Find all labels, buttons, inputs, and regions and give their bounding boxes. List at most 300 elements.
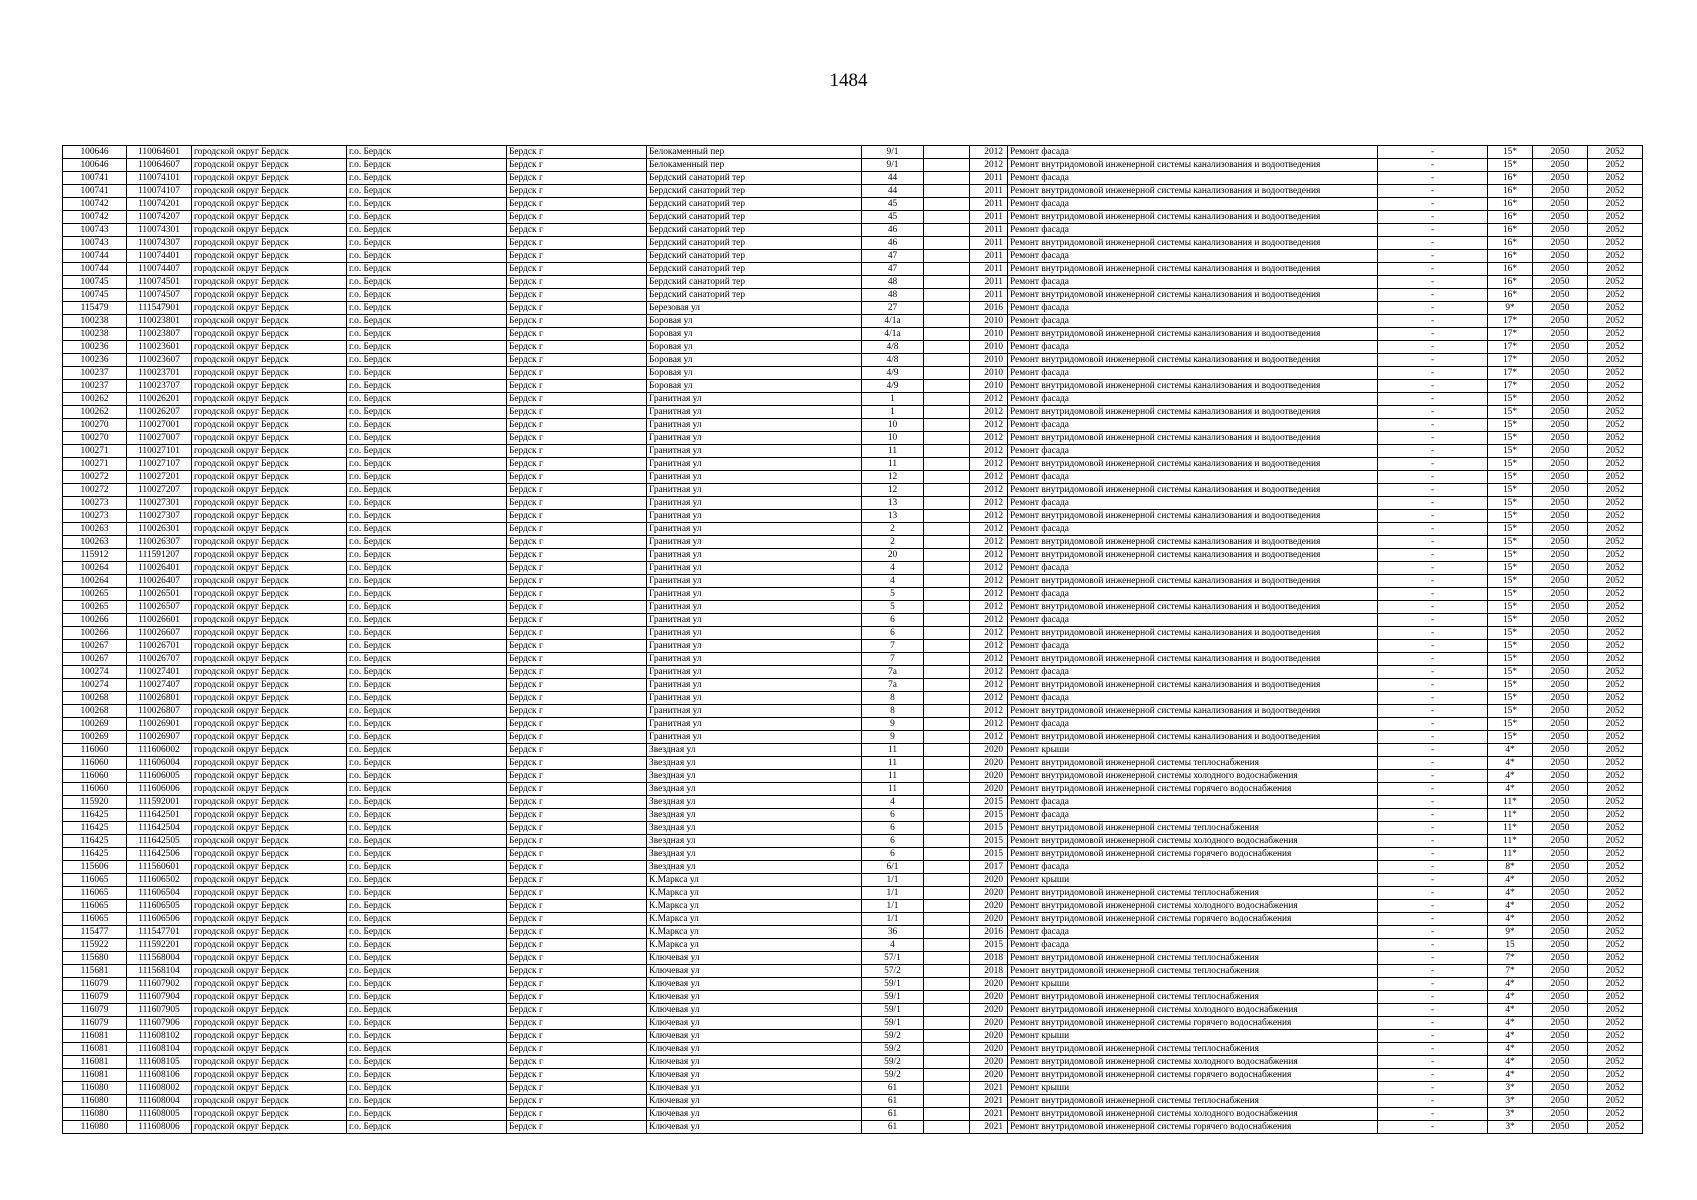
cell-municipal-district: городской округ Бердск [192,978,347,991]
cell-priority: 3* [1488,1095,1533,1108]
cell-plan-year-end: 2052 [1588,263,1643,276]
cell-priority: 9* [1488,302,1533,315]
cell-plan-year-end: 2052 [1588,588,1643,601]
cell-settlement: г.о. Бердск [347,887,507,900]
cell-municipal-district: городской округ Бердск [192,835,347,848]
cell-locality: Бердск г [507,848,647,861]
cell-settlement: г.о. Бердск [347,653,507,666]
cell-plan-year-start: 2050 [1533,835,1588,848]
cell-plan-year-end: 2052 [1588,380,1643,393]
cell-building [924,445,970,458]
cell-plan-year-start: 2050 [1533,614,1588,627]
cell-priority: 15* [1488,601,1533,614]
cell-house-number: 4 [862,562,924,575]
cell-plan-year-end: 2052 [1588,926,1643,939]
cell-settlement: г.о. Бердск [347,783,507,796]
cell-work-id: 111642504 [127,822,192,835]
cell-municipal-district: городской округ Бердск [192,926,347,939]
cell-plan-year-start: 2050 [1533,926,1588,939]
cell-house-number: 11 [862,445,924,458]
cell-work-id: 111608005 [127,1108,192,1121]
cell-year: 2012 [970,705,1008,718]
cell-plan-year-end: 2052 [1588,900,1643,913]
cell-year: 2015 [970,848,1008,861]
cell-work-id: 110026807 [127,705,192,718]
cell-year: 2016 [970,302,1008,315]
cell-settlement: г.о. Бердск [347,263,507,276]
cell-settlement: г.о. Бердск [347,1121,507,1134]
cell-street: Бердский санаторий тер [647,185,862,198]
table-row [63,601,1643,614]
cell-cost: - [1378,471,1488,484]
cell-cost: - [1378,679,1488,692]
cell-locality: Бердск г [507,237,647,250]
cell-year: 2012 [970,666,1008,679]
cell-house-number: 59/1 [862,1017,924,1030]
cell-house-id: 100741 [63,185,127,198]
cell-priority: 4* [1488,991,1533,1004]
cell-settlement: г.о. Бердск [347,328,507,341]
cell-work-type: Ремонт внутридомовой инженерной системы канализования и водоотведения [1008,406,1378,419]
cell-plan-year-end: 2052 [1588,614,1643,627]
cell-work-id: 110074207 [127,211,192,224]
cell-house-number: 2 [862,536,924,549]
table-row [63,341,1643,354]
cell-house-id: 116060 [63,770,127,783]
cell-building [924,744,970,757]
cell-municipal-district: городской округ Бердск [192,783,347,796]
cell-municipal-district: городской округ Бердск [192,484,347,497]
cell-cost: - [1378,627,1488,640]
cell-building [924,1043,970,1056]
cell-plan-year-end: 2052 [1588,705,1643,718]
cell-house-id: 100262 [63,393,127,406]
cell-priority: 15* [1488,640,1533,653]
cell-work-type: Ремонт крыши [1008,744,1378,757]
cell-cost: - [1378,302,1488,315]
cell-work-id: 111606002 [127,744,192,757]
cell-house-number: 4/1а [862,328,924,341]
table-row [63,627,1643,640]
cell-settlement: г.о. Бердск [347,1082,507,1095]
cell-municipal-district: городской округ Бердск [192,822,347,835]
cell-locality: Бердск г [507,497,647,510]
cell-street: Бердский санаторий тер [647,198,862,211]
cell-house-number: 4/1а [862,315,924,328]
cell-building [924,965,970,978]
cell-work-type: Ремонт фасада [1008,796,1378,809]
cell-street: Ключевая ул [647,965,862,978]
table-row [63,471,1643,484]
cell-year: 2010 [970,367,1008,380]
cell-work-type: Ремонт внутридомовой инженерной системы канализования и водоотведения [1008,627,1378,640]
cell-plan-year-start: 2050 [1533,770,1588,783]
cell-priority: 4* [1488,1056,1533,1069]
cell-settlement: г.о. Бердск [347,588,507,601]
cell-priority: 15* [1488,731,1533,744]
cell-work-id: 110074507 [127,289,192,302]
cell-work-type: Ремонт внутридомовой инженерной системы холодного водоснабжения [1008,1004,1378,1017]
table-row [63,835,1643,848]
cell-house-number: 59/1 [862,991,924,1004]
cell-locality: Бердск г [507,1030,647,1043]
cell-plan-year-start: 2050 [1533,146,1588,159]
cell-year: 2018 [970,952,1008,965]
cell-house-number: 7а [862,679,924,692]
cell-cost: - [1378,185,1488,198]
cell-work-type: Ремонт внутридомовой инженерной системы горячего водоснабжения [1008,1069,1378,1082]
cell-priority: 3* [1488,1108,1533,1121]
cell-municipal-district: городской округ Бердск [192,328,347,341]
cell-work-id: 111547701 [127,926,192,939]
cell-work-id: 111642506 [127,848,192,861]
cell-locality: Бердск г [507,354,647,367]
cell-house-number: 1/1 [862,874,924,887]
cell-plan-year-end: 2052 [1588,913,1643,926]
table-row [63,1004,1643,1017]
cell-street: Гранитная ул [647,614,862,627]
cell-cost: - [1378,887,1488,900]
cell-plan-year-start: 2050 [1533,783,1588,796]
cell-plan-year-end: 2052 [1588,575,1643,588]
cell-municipal-district: городской округ Бердск [192,640,347,653]
table-row [63,978,1643,991]
cell-plan-year-end: 2052 [1588,627,1643,640]
cell-settlement: г.о. Бердск [347,770,507,783]
cell-work-id: 110074307 [127,237,192,250]
cell-house-id: 116425 [63,822,127,835]
cell-settlement: г.о. Бердск [347,679,507,692]
cell-street: Гранитная ул [647,458,862,471]
cell-municipal-district: городской округ Бердск [192,861,347,874]
cell-plan-year-end: 2052 [1588,341,1643,354]
cell-plan-year-start: 2050 [1533,1069,1588,1082]
cell-cost: - [1378,601,1488,614]
cell-building [924,718,970,731]
cell-municipal-district: городской округ Бердск [192,224,347,237]
cell-work-type: Ремонт крыши [1008,1082,1378,1095]
cell-municipal-district: городской округ Бердск [192,913,347,926]
cell-settlement: г.о. Бердск [347,666,507,679]
table-row [63,1108,1643,1121]
cell-municipal-district: городской округ Бердск [192,315,347,328]
cell-house-number: 36 [862,926,924,939]
cell-house-id: 116081 [63,1043,127,1056]
cell-locality: Бердск г [507,653,647,666]
cell-work-id: 110026707 [127,653,192,666]
cell-year: 2011 [970,224,1008,237]
cell-house-number: 13 [862,510,924,523]
cell-house-id: 100741 [63,172,127,185]
cell-settlement: г.о. Бердск [347,211,507,224]
table-row [63,952,1643,965]
table-row [63,445,1643,458]
cell-cost: - [1378,809,1488,822]
cell-plan-year-start: 2050 [1533,601,1588,614]
cell-building [924,484,970,497]
cell-locality: Бердск г [507,666,647,679]
cell-street: Гранитная ул [647,445,862,458]
cell-plan-year-start: 2050 [1533,939,1588,952]
cell-plan-year-start: 2050 [1533,627,1588,640]
cell-house-id: 100744 [63,263,127,276]
cell-street: Гранитная ул [647,406,862,419]
table-row [63,874,1643,887]
cell-house-number: 12 [862,471,924,484]
cell-house-number: 46 [862,237,924,250]
cell-house-id: 100270 [63,432,127,445]
cell-house-number: 4 [862,796,924,809]
cell-plan-year-start: 2050 [1533,315,1588,328]
cell-house-id: 116081 [63,1069,127,1082]
cell-house-number: 7 [862,653,924,666]
cell-building [924,367,970,380]
table-row [63,406,1643,419]
cell-house-number: 4/8 [862,354,924,367]
cell-cost: - [1378,1004,1488,1017]
table-row [63,523,1643,536]
cell-year: 2012 [970,614,1008,627]
cell-building [924,562,970,575]
cell-year: 2012 [970,653,1008,666]
cell-cost: - [1378,1095,1488,1108]
table-row [63,913,1643,926]
cell-work-type: Ремонт фасада [1008,614,1378,627]
cell-municipal-district: городской округ Бердск [192,250,347,263]
cell-street: Гранитная ул [647,666,862,679]
table-row [63,1043,1643,1056]
cell-plan-year-end: 2052 [1588,198,1643,211]
cell-settlement: г.о. Бердск [347,393,507,406]
cell-street: Боровая ул [647,341,862,354]
cell-plan-year-end: 2052 [1588,367,1643,380]
cell-work-type: Ремонт фасада [1008,523,1378,536]
cell-work-type: Ремонт внутридомовой инженерной системы теплоснабжения [1008,965,1378,978]
cell-year: 2020 [970,874,1008,887]
cell-settlement: г.о. Бердск [347,705,507,718]
cell-priority: 17* [1488,341,1533,354]
cell-work-type: Ремонт внутридомовой инженерной системы канализования и водоотведения [1008,354,1378,367]
cell-house-id: 100263 [63,523,127,536]
cell-year: 2011 [970,237,1008,250]
cell-cost: - [1378,393,1488,406]
cell-plan-year-start: 2050 [1533,250,1588,263]
table-row [63,588,1643,601]
table-row [63,1030,1643,1043]
cell-settlement: г.о. Бердск [347,1004,507,1017]
cell-cost: - [1378,952,1488,965]
cell-building [924,302,970,315]
cell-settlement: г.о. Бердск [347,146,507,159]
cell-work-type: Ремонт внутридомовой инженерной системы холодного водоснабжения [1008,770,1378,783]
cell-locality: Бердск г [507,419,647,432]
cell-house-number: 6 [862,614,924,627]
cell-year: 2012 [970,393,1008,406]
cell-priority: 15* [1488,458,1533,471]
cell-work-id: 111608102 [127,1030,192,1043]
table-row [63,900,1643,913]
cell-plan-year-end: 2052 [1588,1069,1643,1082]
cell-municipal-district: городской округ Бердск [192,887,347,900]
cell-settlement: г.о. Бердск [347,952,507,965]
cell-house-number: 13 [862,497,924,510]
cell-cost: - [1378,692,1488,705]
cell-plan-year-start: 2050 [1533,328,1588,341]
cell-locality: Бердск г [507,887,647,900]
cell-priority: 11* [1488,848,1533,861]
cell-plan-year-end: 2052 [1588,744,1643,757]
cell-house-number: 7 [862,640,924,653]
cell-street: Звездная ул [647,861,862,874]
cell-plan-year-start: 2050 [1533,731,1588,744]
cell-house-number: 11 [862,757,924,770]
cell-year: 2010 [970,315,1008,328]
cell-year: 2012 [970,471,1008,484]
cell-building [924,835,970,848]
cell-priority: 15* [1488,159,1533,172]
cell-year: 2011 [970,198,1008,211]
cell-cost: - [1378,575,1488,588]
cell-street: Гранитная ул [647,523,862,536]
cell-plan-year-start: 2050 [1533,380,1588,393]
cell-work-type: Ремонт фасада [1008,926,1378,939]
cell-municipal-district: городской округ Бердск [192,718,347,731]
cell-house-id: 116079 [63,1004,127,1017]
cell-street: Гранитная ул [647,562,862,575]
cell-locality: Бердск г [507,809,647,822]
cell-work-type: Ремонт внутридомовой инженерной системы канализования и водоотведения [1008,263,1378,276]
cell-street: Гранитная ул [647,484,862,497]
cell-priority: 4* [1488,770,1533,783]
cell-house-id: 100267 [63,640,127,653]
cell-work-id: 111591207 [127,549,192,562]
cell-street: Ключевая ул [647,1030,862,1043]
cell-locality: Бердск г [507,926,647,939]
cell-plan-year-start: 2050 [1533,393,1588,406]
cell-house-number: 6 [862,809,924,822]
cell-cost: - [1378,1108,1488,1121]
cell-work-id: 110023707 [127,380,192,393]
cell-plan-year-start: 2050 [1533,952,1588,965]
cell-year: 2017 [970,861,1008,874]
cell-plan-year-start: 2050 [1533,497,1588,510]
cell-plan-year-end: 2052 [1588,1056,1643,1069]
cell-street: Бердский санаторий тер [647,276,862,289]
cell-locality: Бердск г [507,900,647,913]
cell-municipal-district: городской округ Бердск [192,445,347,458]
cell-work-id: 110027201 [127,471,192,484]
cell-plan-year-end: 2052 [1588,796,1643,809]
cell-settlement: г.о. Бердск [347,185,507,198]
cell-house-number: 59/2 [862,1069,924,1082]
cell-street: Гранитная ул [647,419,862,432]
cell-cost: - [1378,250,1488,263]
cell-work-id: 110064601 [127,146,192,159]
cell-work-type: Ремонт внутридомовой инженерной системы холодного водоснабжения [1008,1108,1378,1121]
cell-plan-year-end: 2052 [1588,887,1643,900]
cell-municipal-district: городской округ Бердск [192,1069,347,1082]
cell-house-number: 1 [862,406,924,419]
cell-cost: - [1378,328,1488,341]
cell-street: Ключевая ул [647,1004,862,1017]
cell-cost: - [1378,406,1488,419]
table-row [63,718,1643,731]
cell-plan-year-start: 2050 [1533,744,1588,757]
cell-building [924,497,970,510]
cell-year: 2012 [970,523,1008,536]
cell-municipal-district: городской округ Бердск [192,1082,347,1095]
cell-plan-year-end: 2052 [1588,965,1643,978]
cell-plan-year-start: 2050 [1533,549,1588,562]
cell-house-id: 100274 [63,666,127,679]
cell-house-number: 20 [862,549,924,562]
cell-priority: 16* [1488,224,1533,237]
cell-plan-year-end: 2052 [1588,159,1643,172]
cell-settlement: г.о. Бердск [347,874,507,887]
cell-plan-year-end: 2052 [1588,952,1643,965]
cell-building [924,211,970,224]
cell-settlement: г.о. Бердск [347,835,507,848]
cell-municipal-district: городской округ Бердск [192,900,347,913]
cell-building [924,276,970,289]
cell-settlement: г.о. Бердск [347,549,507,562]
cell-plan-year-start: 2050 [1533,796,1588,809]
cell-settlement: г.о. Бердск [347,198,507,211]
cell-priority: 16* [1488,289,1533,302]
cell-priority: 3* [1488,1082,1533,1095]
cell-locality: Бердск г [507,965,647,978]
cell-street: Белокаменный пер [647,159,862,172]
table-row [63,965,1643,978]
cell-street: Ключевая ул [647,1121,862,1134]
cell-house-number: 59/2 [862,1056,924,1069]
cell-street: Боровая ул [647,380,862,393]
cell-street: Звездная ул [647,809,862,822]
cell-street: Гранитная ул [647,393,862,406]
cell-cost: - [1378,848,1488,861]
cell-plan-year-end: 2052 [1588,939,1643,952]
cell-municipal-district: городской округ Бердск [192,653,347,666]
cell-municipal-district: городской округ Бердск [192,1004,347,1017]
cell-building [924,848,970,861]
cell-house-number: 4 [862,575,924,588]
cell-work-type: Ремонт фасада [1008,367,1378,380]
cell-plan-year-start: 2050 [1533,432,1588,445]
cell-building [924,172,970,185]
cell-building [924,315,970,328]
cell-street: Бердский санаторий тер [647,211,862,224]
cell-work-id: 110027407 [127,679,192,692]
cell-street: Звездная ул [647,796,862,809]
cell-plan-year-end: 2052 [1588,809,1643,822]
cell-municipal-district: городской округ Бердск [192,1108,347,1121]
cell-plan-year-end: 2052 [1588,653,1643,666]
cell-building [924,614,970,627]
cell-building [924,601,970,614]
cell-priority: 16* [1488,237,1533,250]
cell-cost: - [1378,1069,1488,1082]
cell-street: К.Маркса ул [647,900,862,913]
cell-building [924,523,970,536]
cell-plan-year-end: 2052 [1588,679,1643,692]
cell-plan-year-end: 2052 [1588,770,1643,783]
cell-plan-year-start: 2050 [1533,1017,1588,1030]
cell-locality: Бердск г [507,913,647,926]
table-row [63,770,1643,783]
cell-municipal-district: городской округ Бердск [192,198,347,211]
cell-year: 2012 [970,640,1008,653]
cell-house-number: 6 [862,627,924,640]
